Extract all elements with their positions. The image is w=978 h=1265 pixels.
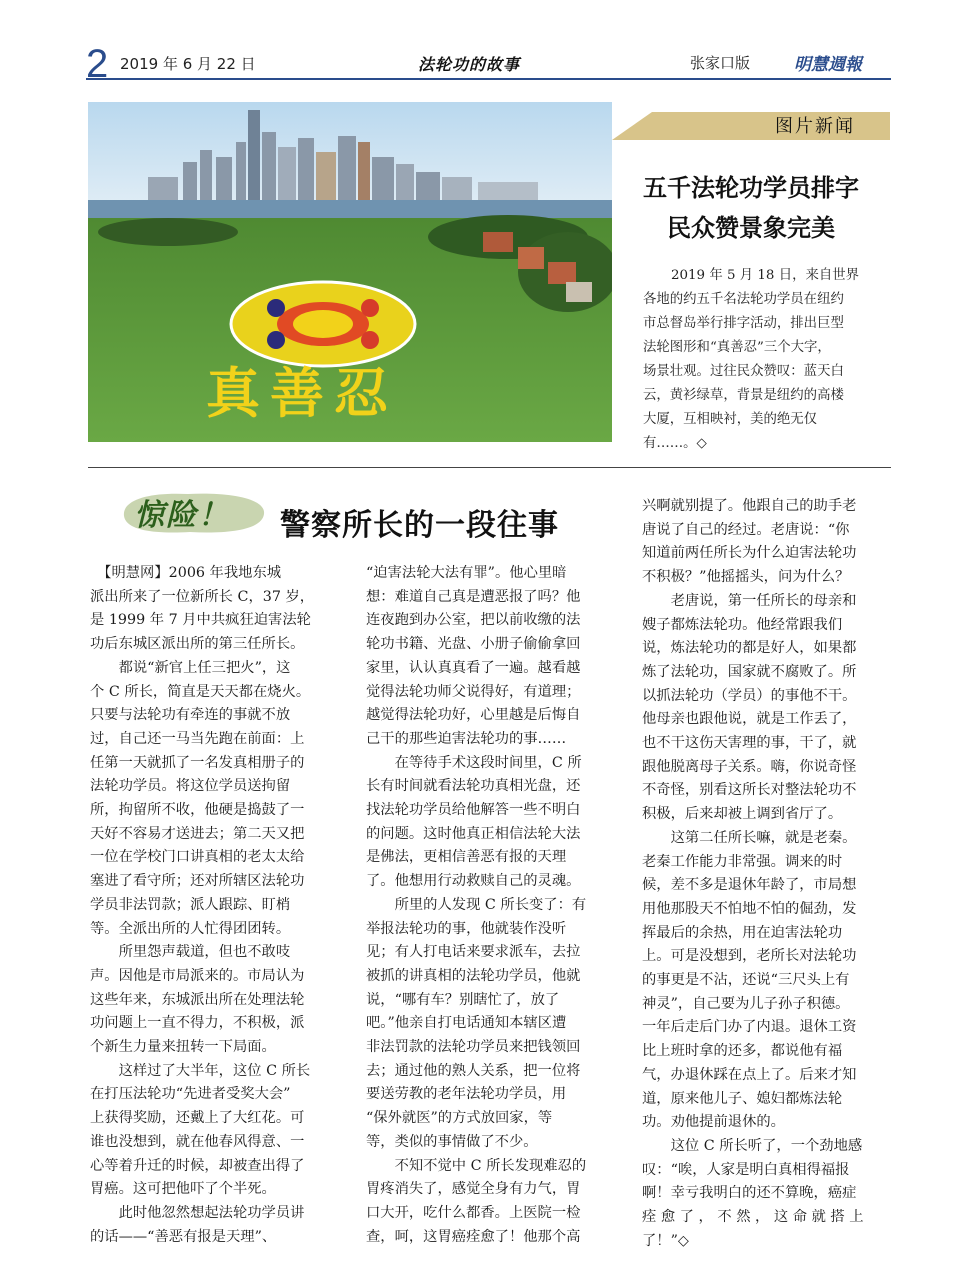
article-line: “迫害法轮大法有罪”。他心里暗	[366, 565, 567, 581]
article-line: 等。全派出所的人忙得团团转。	[90, 920, 291, 937]
article-line: 长有时间就看法轮功真相光盘，还	[366, 778, 581, 795]
caption-line: 各地的约五千名法轮功学员在纽约	[643, 292, 844, 307]
article-line: 这位 C 所长听了，一个劲地感	[642, 1137, 863, 1154]
caption-line: 2019 年 5 月 18 日，来自世界	[671, 268, 860, 283]
article-line: 挥最后的余热，用在迫害法轮功	[642, 924, 843, 941]
article-line: 老唐说，第一任所长的母亲和	[642, 592, 857, 609]
article-line: 上获得奖励，还戴上了大红花。可	[90, 1110, 305, 1127]
article-line: 了。他想用行动救赎自己的灵魂。	[366, 873, 581, 890]
article-line: 声。因他是市局派来的。市局认为	[90, 967, 305, 984]
formation-characters: 真善忍	[206, 362, 398, 425]
article-line: 找法轮功学员给他解答一些不明白	[366, 802, 581, 819]
article-line: 个 C 所长，简直是天天都在烧火。	[90, 683, 311, 700]
article-line: 胃疼消失了，感觉全身有力气，胃	[366, 1181, 581, 1198]
article-line: 痊 愈 了 ， 不 然 ， 这 命 就 搭 上	[642, 1209, 864, 1226]
section-name: 法轮功的故事	[418, 55, 521, 74]
article-line: 是佛法，更相信善恶有报的天理	[366, 849, 567, 866]
article-line: 口大开，吃什么都香。上医院一检	[366, 1204, 581, 1221]
news-photo	[88, 102, 612, 442]
article-line: 兴啊就别提了。他跟自己的助手老	[642, 498, 857, 514]
article-line: 以抓法轮功（学员）的事他不干。	[642, 687, 857, 704]
article-line: 轮功书籍、光盘、小册子偷偷拿回	[366, 636, 581, 653]
article-line: 任第一天就抓了一名发真相册子的	[90, 754, 305, 771]
article-line: 他母亲也跟他说，就是工作丢了，	[642, 711, 857, 728]
article-line: 谁也没想到，就在他春风得意、一	[90, 1133, 305, 1150]
article-line: 个新生力量来扭转一下局面。	[90, 1039, 276, 1056]
article-line: 说，炼法轮功的都是好人，如果都	[642, 640, 857, 657]
article-line: 炼了法轮功，国家就不腐败了。所	[642, 663, 857, 680]
article-line: 用他那股天不怕地不怕的倔劲，发	[642, 900, 857, 917]
article-line: 塞进了看守所；还对所辖区法轮功	[90, 873, 305, 890]
article-line: 知道前两任所长为什么迫害法轮功	[642, 545, 857, 562]
header-divider	[86, 78, 891, 80]
news-headline-line1: 五千法轮功学员排字	[643, 174, 859, 202]
article-line: 都说“新官上任三把火”，这	[90, 659, 291, 676]
article-line: 家里，认认真真看了一遍。越看越	[366, 659, 581, 676]
page-number: 2	[86, 42, 109, 86]
article-line: 道，原来他儿子、媳妇都炼法轮	[642, 1090, 843, 1107]
picture-news-tag: 图片新闻	[775, 116, 855, 137]
article-line: 连夜跑到办公室，把以前收缴的法	[366, 612, 581, 629]
article-line: 见；有人打电话来要求派车，去拉	[366, 944, 581, 961]
article-line: 上。可是没想到，老所长对法轮功	[642, 948, 857, 965]
article-line: 心等着升迁的时候，却被查出得了	[90, 1157, 305, 1174]
article-line: 查，呵，这胃癌痊愈了！他那个高	[366, 1228, 581, 1245]
caption-line: 有……。◇	[643, 436, 707, 451]
article-line: “保外就医”的方式放回家，等	[366, 1110, 553, 1127]
news-caption	[643, 264, 891, 456]
article-line: 比上班时拿的还多，都说他有福	[642, 1043, 843, 1060]
article-line: 这些年来，东城派出所在处理法轮	[90, 991, 305, 1008]
article-line: 不知不觉中 C 所长发现难忍的	[366, 1157, 587, 1174]
article-column-2	[366, 562, 616, 1249]
article-line: 想：难道自己真是遭恶报了吗？他	[366, 588, 581, 605]
caption-line: 场景壮观。过往民众赞叹：蓝天白	[643, 364, 844, 379]
caption-line: 云，黄衫绿草，背景是纽约的高楼	[643, 388, 844, 403]
formation	[231, 282, 415, 366]
article-line: 觉得法轮功师父说得好，有道理；	[366, 683, 581, 700]
article-line: 天好不容易才送进去；第二天又把	[90, 825, 305, 842]
article-line: 胃癌。这可把他吓了个半死。	[90, 1181, 276, 1198]
article-line: 越觉得法轮功好，心里越是后悔自	[366, 707, 581, 724]
article-line: 积极，后来却被上调到省厅了。	[642, 806, 843, 823]
article-line: 不奇怪，别看这所长对整法轮功不	[642, 782, 857, 799]
article-line: 跟他脱离母子关系。嗨，你说奇怪	[642, 758, 857, 775]
article-line: 一年后走后门办了内退。退休工资	[642, 1019, 857, 1036]
article-line: 这样过了大半年，这位 C 所长	[90, 1062, 311, 1079]
article-line: 老秦工作能力非常强。调来的时	[642, 853, 843, 870]
article-line: 被抓的讲真相的法轮功学员，他就	[366, 967, 581, 984]
article-line: 嫂子都炼法轮功。他经常跟我们	[642, 616, 843, 633]
article-line: 唐说了自己的经过。老唐说：“你	[642, 521, 850, 538]
article-title: 警察所长的一段往事	[280, 508, 559, 543]
article-line: 这第二任所长嘛，就是老秦。	[642, 829, 857, 846]
article-line: 的事更是不沾，还说“三尺头上有	[642, 972, 850, 989]
article-line: 候，差不多是退休年龄了，市局想	[642, 877, 857, 894]
article-line: 此时他忽然想起法轮功学员讲	[90, 1204, 305, 1221]
section-divider	[88, 467, 891, 468]
article-line: 等，类似的事情做了不少。	[366, 1133, 538, 1150]
edition-name: 张家口版	[690, 54, 751, 72]
article-line: 要送劳教的老年法轮功学员，用	[366, 1086, 567, 1103]
issue-date: 2019 年 6 月 22 日	[120, 55, 256, 73]
article-line: 派出所来了一位新所长 C，37 岁，	[90, 588, 315, 605]
news-headline-line2: 民众赞景象完美	[667, 214, 835, 242]
article-line: 法轮功学员。将这位学员送拘留	[90, 778, 291, 795]
article-line: 功后东城区派出所的第三任所长。	[90, 636, 305, 653]
article-line: 不积极？”他摇摇头，问为什么？	[642, 569, 850, 586]
article-line: 的话——“善恶有报是天理”、	[90, 1228, 277, 1245]
article-line: 过，自己还一马当先跑在前面：上	[90, 730, 305, 747]
article-line: 在打压法轮功“先进者受奖大会”	[90, 1086, 291, 1103]
article-kicker: 惊险！	[134, 498, 230, 533]
article-column-1	[90, 562, 338, 1249]
article-line: 一位在学校门口讲真相的老太太给	[90, 849, 305, 866]
article-line: 学员非法罚款；派人跟踪、盯梢	[90, 896, 291, 913]
article-line: 非法罚款的法轮功学员来把钱领回	[366, 1039, 581, 1056]
article-column-3	[642, 495, 892, 1254]
article-line: 功问题上一直不得力，不积极，派	[90, 1015, 305, 1032]
article-line: 举报法轮功的事，他就装作没听	[366, 920, 567, 937]
article-line: 叹：“唉，人家是明白真相得福报	[642, 1161, 850, 1178]
article-line: 【明慧网】2006 年我地东城	[90, 565, 282, 581]
article-line: 的问题。这时他真正相信法轮大法	[366, 825, 581, 842]
article-line: 在等待手术这段时间里，C 所	[366, 754, 582, 771]
article-line: 功。劝他提前退休的。	[642, 1114, 785, 1131]
article-line: 气，办退休踩在点上了。后来才知	[642, 1066, 857, 1083]
article-line: 所里怨声载道，但也不敢吱	[90, 944, 291, 961]
article-line: 说，“哪有车？别瞎忙了，放了	[366, 991, 560, 1008]
article-line: 是 1999 年 7 月中共疯狂迫害法轮	[90, 612, 311, 629]
article-line: 神灵”，自己要为儿子孙子积德。	[642, 995, 850, 1012]
article-line: 吧。”他亲自打电话通知本辖区遭	[366, 1015, 567, 1032]
article-line: 啊！幸亏我明白的还不算晚，癌症	[642, 1185, 857, 1202]
article-line: 所，拘留所不收，他硬是捣鼓了一	[90, 802, 305, 819]
caption-line: 法轮图形和“真善忍”三个大字，	[643, 340, 831, 355]
masthead-brand: 明慧週報	[794, 55, 862, 75]
article-line: 所里的人发现 C 所长变了：有	[366, 896, 587, 913]
caption-line: 大厦，互相映衬，美的绝无仅	[643, 412, 818, 427]
article-line: 也不干这伤天害理的事，干了，就	[642, 735, 857, 752]
caption-line: 市总督岛举行排字活动，排出巨型	[643, 316, 844, 331]
article-line: 去；通过他的熟人关系，把一位将	[366, 1062, 581, 1079]
article-line: 只要与法轮功有牵连的事就不放	[90, 707, 291, 724]
article-line: 了！”◇	[642, 1232, 689, 1249]
article-line: 己干的那些迫害法轮功的事……	[366, 730, 567, 747]
